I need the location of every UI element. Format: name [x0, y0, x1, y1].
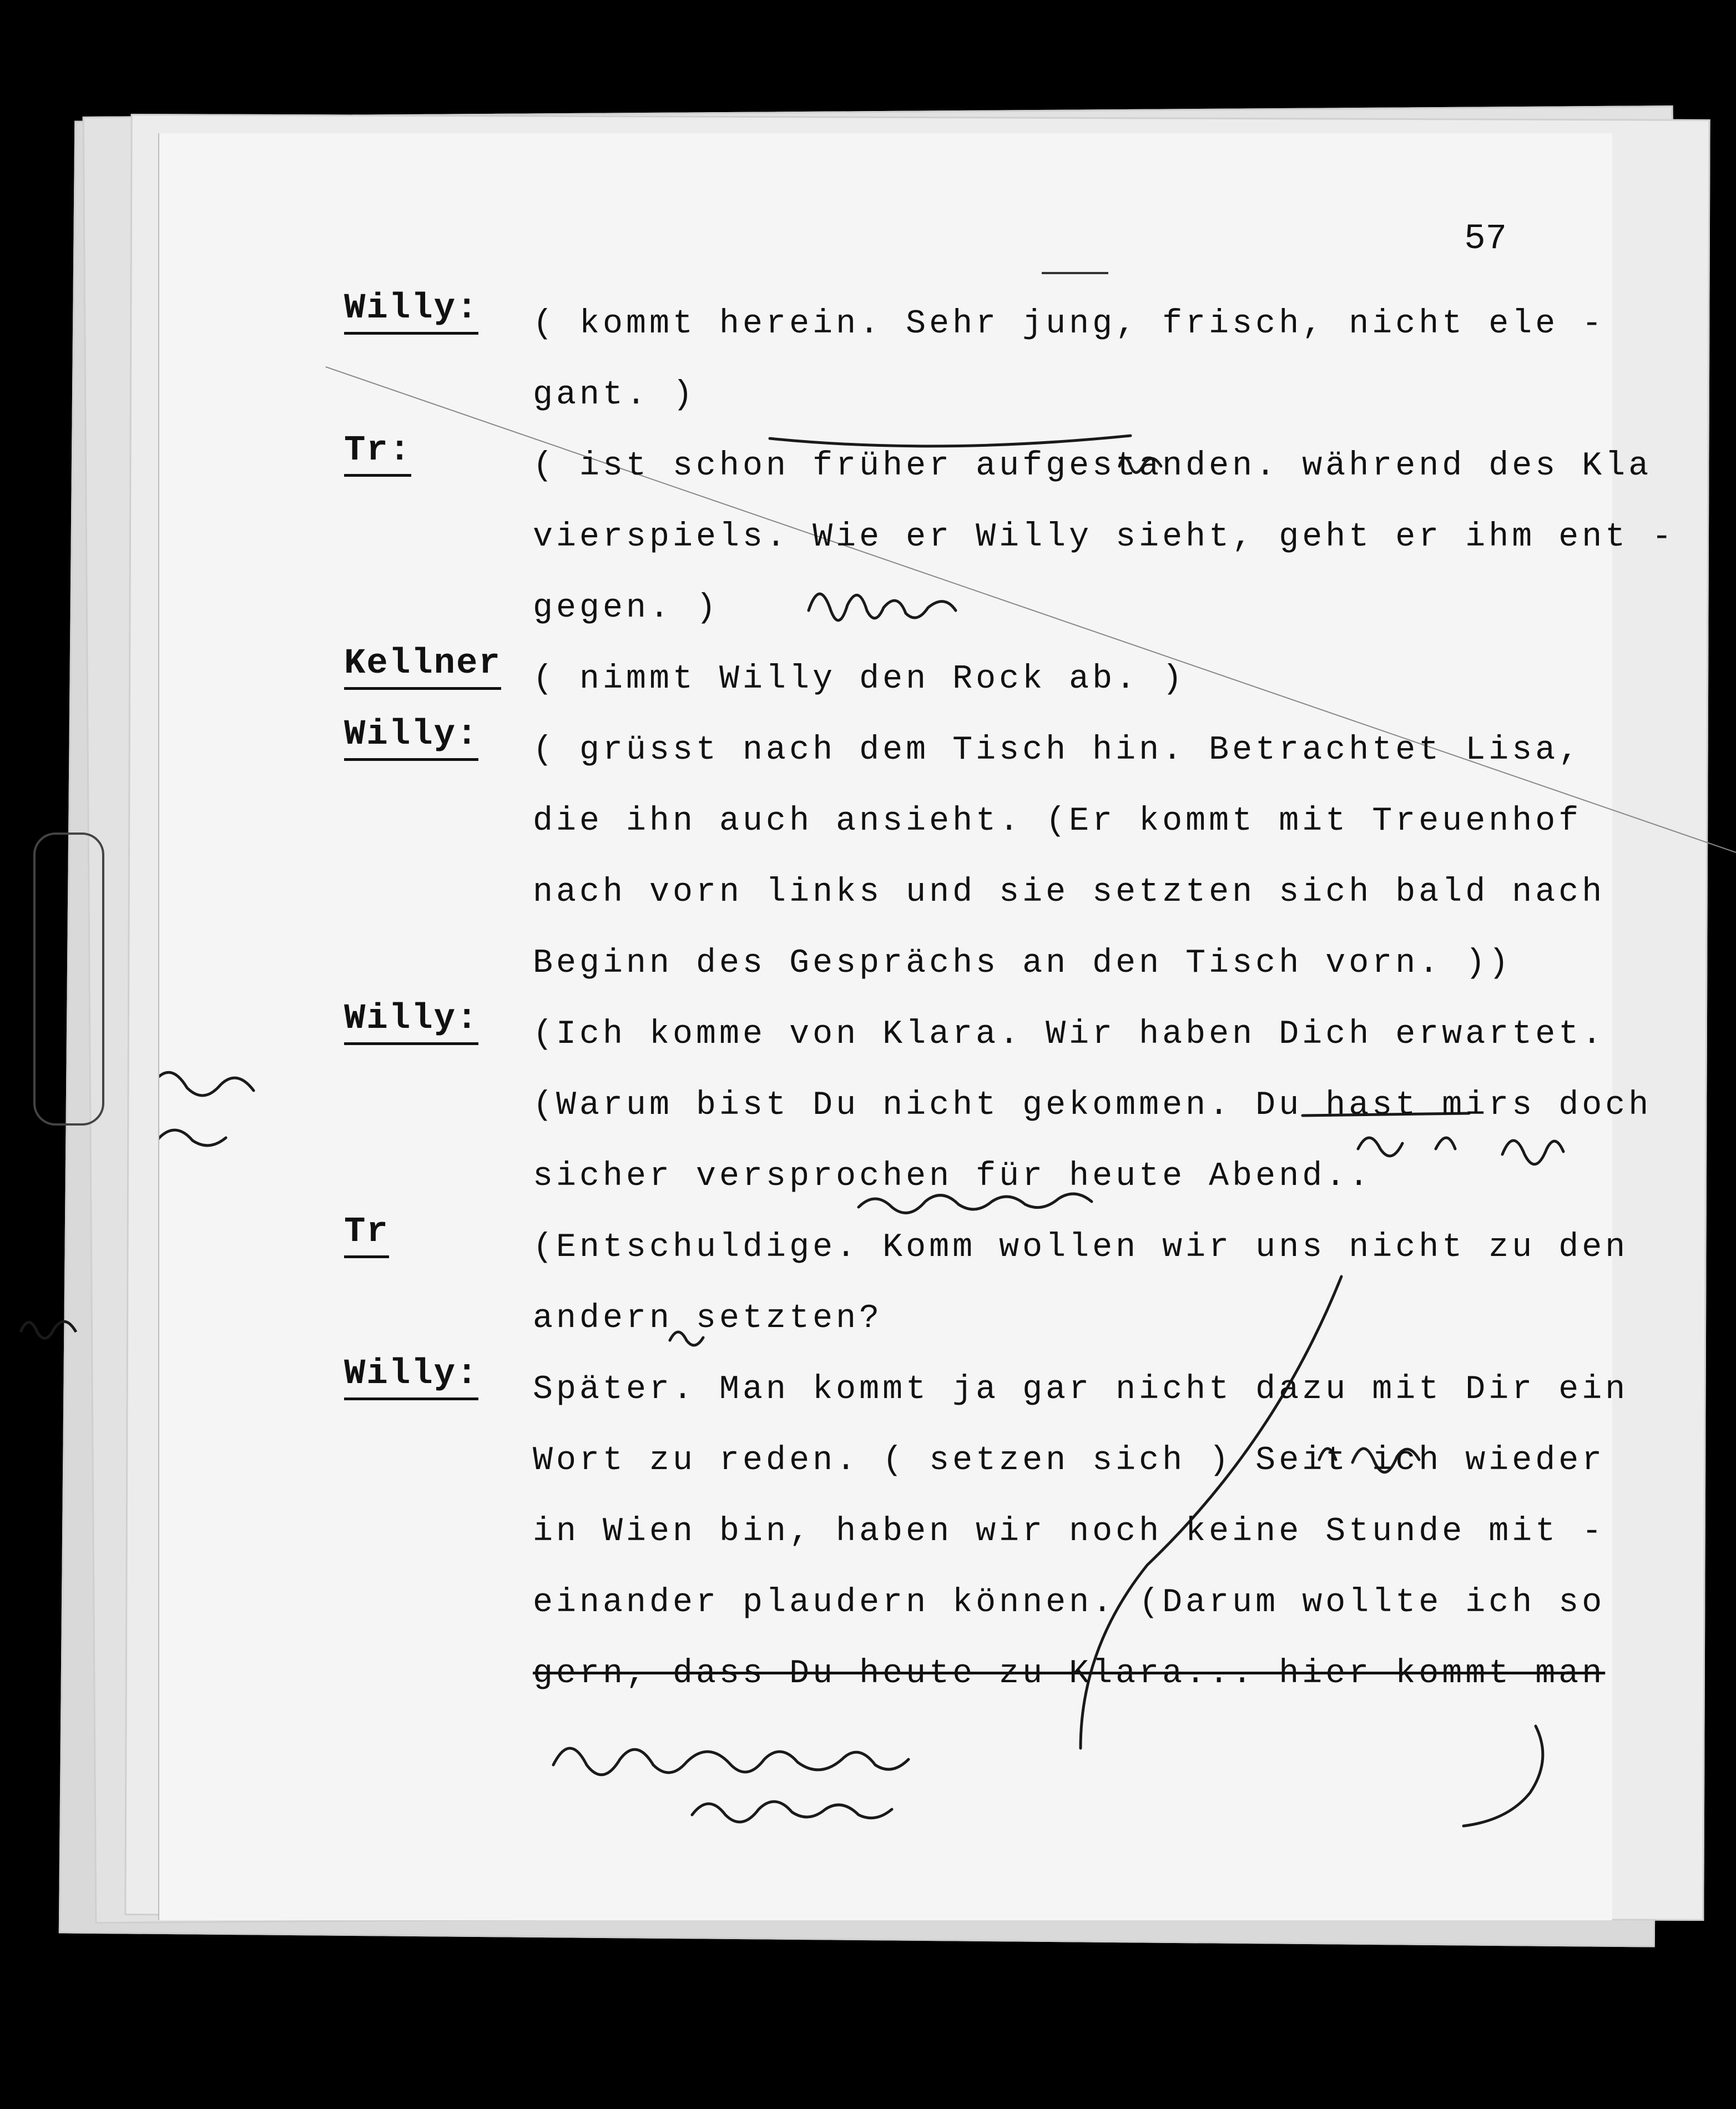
dialog-entry [344, 431, 1736, 644]
dialog-line: andern setzten? [533, 1300, 883, 1338]
dialog-line: Wort zu reden. ( setzen sich ) Seit ich wieder [533, 1442, 1606, 1480]
dialog-entry [344, 715, 1736, 999]
dialog-line: Später. Man kommt ja gar nicht dazu mit Dir ein [533, 1371, 1629, 1409]
dialog-line-struck: gern, dass Du heute zu Klara... hier kommt man [533, 1655, 1606, 1693]
margin-note [15, 1310, 87, 1356]
stage-direction-line: ( grüsst nach dem Tisch hin. Betrachtet Lisa, [533, 731, 1582, 769]
stage-direction-line: gant. ) [533, 376, 697, 414]
dialog-line: (Warum bist Du nicht gekommen. Du hast mirs doch [533, 1087, 1652, 1124]
dialog-entry [344, 1354, 1736, 1709]
dialog-line: sicher versprochen für heute Abend.. [533, 1158, 1372, 1195]
dialog-line: (Ich komme von Klara. Wir haben Dich erwartet. [533, 1016, 1606, 1053]
stage-direction-line: Beginn des Gesprächs an den Tisch vorn. )) [533, 945, 1512, 982]
page-number: 57 [1464, 219, 1507, 259]
stage-direction-line: vierspiels. Wie er Willy sieht, geht er ihm ent - [533, 518, 1676, 556]
stage-direction-line: ( kommt herein. Sehr jung, frisch, nicht ele - [533, 305, 1606, 343]
paper-clip [33, 833, 104, 1126]
speaker-label: Willy: [344, 715, 527, 755]
stage-direction-line: ( nimmt Willy den Rock ab. ) [533, 660, 1186, 698]
stage-direction-line: gegen. ) [533, 589, 720, 627]
dialog-line: einander plaudern können. (Darum wollte ich so [533, 1584, 1606, 1622]
dialog-entry [344, 999, 1736, 1212]
dialog-body [344, 289, 1736, 1709]
stage-direction-line: nach vorn links und sie setzten sich bald nach [533, 874, 1606, 911]
stage-direction-line: die ihn auch ansieht. (Er kommt mit Treuenhof [533, 803, 1582, 840]
speaker-label: Tr: [344, 431, 527, 471]
dialog-entry [344, 644, 1736, 715]
dialog-line: in Wien bin, haben wir noch keine Stunde mit - [533, 1513, 1606, 1551]
dialog-entry [344, 289, 1736, 431]
speaker-label: Kellner [344, 644, 527, 684]
dialog-line: (Entschuldige. Komm wollen wir uns nicht zu den [533, 1229, 1629, 1267]
speaker-label: Willy: [344, 289, 527, 329]
stage-direction-line: ( ist schon früher aufgestanden. während des Kla [533, 447, 1652, 485]
dialog-entry [344, 1212, 1736, 1354]
speaker-label: Willy: [344, 1354, 527, 1394]
speaker-label: Willy: [344, 999, 527, 1039]
speaker-label: Tr [344, 1212, 527, 1252]
